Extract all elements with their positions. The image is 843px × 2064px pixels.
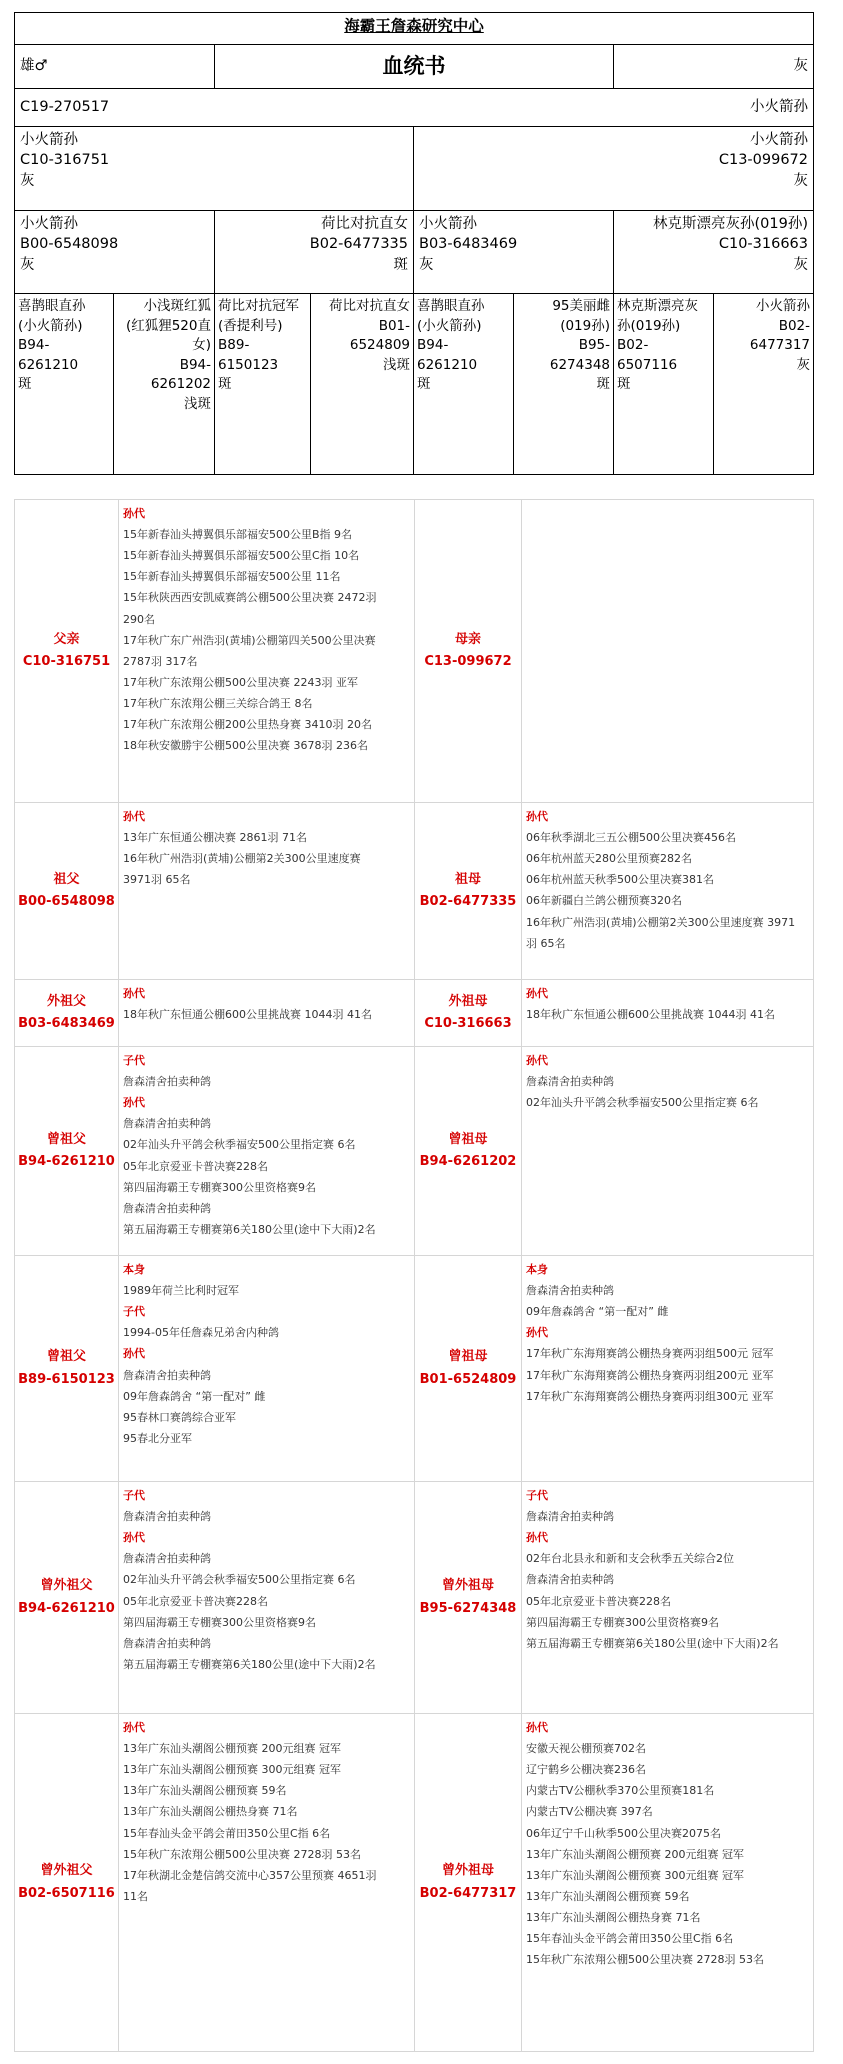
achievement-item: 辽宁鹤乡公棚决赛236名 <box>526 1763 646 1777</box>
relation-label: 外祖父 <box>46 993 86 1009</box>
ring-number: B02-6507116 <box>18 1885 115 1901</box>
achievement-item: 第五届海霸王专棚赛第6关180公里(途中下大雨)2名 <box>123 1657 376 1671</box>
relation-label: 祖母 <box>454 871 481 887</box>
achievement-item: 06年杭州蓝天280公里预赛282名 <box>526 852 692 866</box>
achievement-item: 17年秋广东海翔赛鸽公棚热身赛两羽组300元 亚军 <box>526 1389 774 1403</box>
achievement-list <box>119 980 415 1047</box>
ancestor-label-male <box>15 1256 119 1482</box>
ring-number: C10-316663 <box>424 1016 512 1031</box>
ancestor-label-male <box>15 1714 119 2052</box>
achievement-item: 詹森清舍拍卖种鸽 <box>123 1636 211 1650</box>
ancestor-label-female <box>415 1714 522 2052</box>
grandsire-paternal: 小火箭孙 B00-6548098 灰 <box>15 211 215 294</box>
achievement-item: 2787羽 317名 <box>123 654 198 668</box>
achievement-item: 13年广东汕头潮阁公棚预赛 200元组赛 冠军 <box>123 1742 341 1756</box>
achievement-item: 95春林口赛鸽综合亚军 <box>123 1410 236 1424</box>
achievement-list <box>522 980 814 1047</box>
record-row <box>15 1482 814 1714</box>
record-row <box>15 1047 814 1256</box>
relation-label: 母亲 <box>454 631 481 647</box>
achievement-item: 17年秋湖北金楚信鸽交流中心357公里预赛 4651羽 <box>123 1868 377 1882</box>
achievement-item: 13年广东汕头潮阁公棚热身赛 71名 <box>123 1805 298 1819</box>
achievement-item: 13年广东汕头潮阁公棚预赛 200元组赛 冠军 <box>526 1847 744 1861</box>
achievement-item: 17年秋广东广州浩羽(黄埔)公棚第四关500公里决赛 <box>123 633 376 647</box>
ring-number: B00-6548098 <box>18 894 115 909</box>
achievement-item: 15年新春汕头搏翼俱乐部福安500公里C指 10名 <box>123 549 360 563</box>
achievement-item: 13年广东汕头潮阁公棚热身赛 71名 <box>526 1910 701 1924</box>
achievement-item: 第四届海霸王专棚赛300公里资格赛9名 <box>123 1615 316 1629</box>
achievement-item: 18年秋广东恒通公棚600公里挑战赛 1044羽 41名 <box>526 1008 775 1022</box>
achievement-list <box>119 1256 415 1482</box>
ancestor-label-female <box>415 500 522 803</box>
achievement-item: 06年秋季湖北三五公棚500公里决赛456名 <box>526 831 736 845</box>
achievement-item: 内蒙古TV公棚决赛 397名 <box>526 1805 653 1819</box>
grandsire-maternal: 小火箭孙 B03-6483469 灰 <box>414 211 614 294</box>
achievement-item: 290名 <box>123 612 155 626</box>
generation-heading: 子代 <box>123 1489 145 1502</box>
achievement-item: 内蒙古TV公棚秋季370公里预赛181名 <box>526 1784 715 1798</box>
record-row <box>15 1256 814 1482</box>
generation-heading: 孙代 <box>123 1531 145 1545</box>
ancestor-label-female <box>415 980 522 1047</box>
document-title: 血统书 <box>215 45 614 89</box>
relation-label: 曾外祖父 <box>40 1578 93 1594</box>
achievement-item: 15年秋广东浓翔公棚500公里决赛 2728羽 53名 <box>526 1953 764 1967</box>
achievement-item: 第四届海霸王专棚赛300公里资格赛9名 <box>123 1180 316 1194</box>
relation-label: 曾祖母 <box>448 1349 488 1365</box>
relation-label: 曾外祖母 <box>441 1578 494 1594</box>
g3-cell-7: 林克斯漂亮灰 孙(019孙) B02- 6507116 斑 <box>614 294 714 475</box>
achievement-list <box>522 803 814 980</box>
achievement-item: 第五届海霸王专棚赛第6关180公里(途中下大雨)2名 <box>123 1222 376 1236</box>
generation-heading: 本身 <box>123 1263 145 1276</box>
generation-heading: 孙代 <box>123 987 145 1000</box>
generation-heading: 孙代 <box>526 1531 548 1545</box>
achievement-item: 13年广东汕头潮阁公棚预赛 59名 <box>123 1784 287 1798</box>
achievement-item: 18年秋安徽勝宇公棚500公里决赛 3678羽 236名 <box>123 739 368 753</box>
achievement-item: 17年秋广东海翔赛鸽公棚热身赛两羽组200元 亚军 <box>526 1368 774 1382</box>
achievement-item: 詹森清舍拍卖种鸽 <box>526 1573 614 1587</box>
generation-heading: 子代 <box>123 1305 145 1319</box>
ancestor-label-male <box>15 980 119 1047</box>
relation-label: 曾外祖父 <box>40 1863 93 1879</box>
generation-heading: 本身 <box>526 1263 548 1276</box>
achievement-item: 09年詹森鸽舍 “第一配对” 雌 <box>123 1389 266 1403</box>
race-records-table <box>14 499 814 2052</box>
achievement-item: 詹森清舍拍卖种鸽 <box>526 1510 614 1524</box>
achievement-item: 05年北京爱亚卡普决赛228名 <box>526 1594 671 1608</box>
g3-cell-8: 小火箭孙 B02- 6477317 灰 <box>714 294 814 475</box>
achievement-item: 詹森清舍拍卖种鸽 <box>123 1201 211 1215</box>
achievement-item: 13年广东汕头潮阁公棚预赛 300元组赛 冠军 <box>526 1868 744 1882</box>
achievement-item: 第五届海霸王专棚赛第6关180公里(途中下大雨)2名 <box>526 1636 779 1650</box>
ring-number: C10-316751 <box>22 654 111 669</box>
generation-heading: 孙代 <box>526 1054 548 1067</box>
relation-label: 曾祖父 <box>46 1349 86 1365</box>
achievement-item: 詹森清舍拍卖种鸽 <box>123 1552 211 1566</box>
achievement-list <box>119 803 415 980</box>
achievement-item: 詹森清舍拍卖种鸽 <box>526 1284 614 1298</box>
achievement-list <box>522 1714 814 2052</box>
achievement-item: 17年秋广东浓翔公棚200公里热身赛 3410羽 20名 <box>123 718 372 732</box>
achievement-item: 第四届海霸王专棚赛300公里资格赛9名 <box>526 1615 719 1629</box>
ring-number: B89-6150123 <box>18 1371 115 1387</box>
achievement-item: 詹森清舍拍卖种鸽 <box>123 1368 211 1382</box>
generation-heading: 子代 <box>123 1054 145 1067</box>
achievement-item: 1994-05年任詹森兄弟舍内种鸽 <box>123 1326 279 1340</box>
achievement-item: 02年台北县永和新和支会秋季五关综合2位 <box>526 1552 734 1566</box>
ancestor-label-male <box>15 803 119 980</box>
achievement-item: 17年秋广东海翔赛鸽公棚热身赛两羽组500元 冠军 <box>526 1347 774 1361</box>
achievement-item: 06年辽宁千山秋季500公里决赛2075名 <box>526 1826 721 1840</box>
ring-number: B02-6477335 <box>419 894 517 909</box>
ring-number: B95-6274348 <box>419 1600 517 1616</box>
achievement-item: 13年广东恒通公棚决赛 2861羽 71名 <box>123 831 307 845</box>
achievement-list <box>119 1482 415 1714</box>
achievement-item: 05年北京爱亚卡普决赛228名 <box>123 1594 268 1608</box>
achievement-item: 16年秋广州浩羽(黄埔)公棚第2关300公里速度赛 3971 <box>526 915 796 929</box>
achievement-list <box>522 1256 814 1482</box>
ancestor-label-female <box>415 1047 522 1256</box>
dam-cell: 小火箭孙 C13-099672 灰 <box>414 127 814 211</box>
ring-number: B02-6477317 <box>419 1885 517 1901</box>
sex-label: 雄♂ <box>15 45 215 89</box>
achievement-item: 詹森清舍拍卖种鸽 <box>123 1117 211 1131</box>
ring-number: B01-6524809 <box>419 1371 517 1387</box>
record-row <box>15 500 814 803</box>
achievement-item: 18年秋广东恒通公棚600公里挑战赛 1044羽 41名 <box>123 1008 372 1022</box>
achievement-list <box>119 1047 415 1256</box>
g3-cell-1: 喜鹊眼直孙 (小火箭孙) B94- 6261210 斑 <box>15 294 114 475</box>
achievement-item: 15年秋陕西西安凯威赛鸽公棚500公里决赛 2472羽 <box>123 591 377 605</box>
achievement-item: 13年广东汕头潮阁公棚预赛 59名 <box>526 1889 690 1903</box>
achievement-item: 02年汕头升平鸽会秋季福安500公里指定赛 6名 <box>123 1573 356 1587</box>
generation-heading: 孙代 <box>123 507 145 520</box>
achievement-item: 羽 65名 <box>526 936 566 950</box>
ring-number: C13-099672 <box>424 654 512 669</box>
achievement-item: 15年秋广东浓翔公棚500公里决赛 2728羽 53名 <box>123 1847 361 1861</box>
generation-heading: 子代 <box>526 1489 548 1502</box>
achievement-item: 95春北分亚军 <box>123 1431 192 1445</box>
achievement-item: 16年秋广州浩羽(黄埔)公棚第2关300公里速度赛 <box>123 852 361 866</box>
achievement-item: 06年新疆白兰鸽公棚预赛320名 <box>526 894 682 908</box>
achievement-item: 詹森清舍拍卖种鸽 <box>123 1075 211 1089</box>
ancestor-label-male <box>15 1047 119 1256</box>
record-row <box>15 980 814 1047</box>
achievement-item: 詹森清舍拍卖种鸽 <box>526 1075 614 1089</box>
generation-heading: 孙代 <box>526 1326 548 1340</box>
achievement-list <box>522 1047 814 1256</box>
generation-heading: 孙代 <box>526 1721 548 1734</box>
relation-label: 父亲 <box>53 631 80 647</box>
achievement-list <box>119 1714 415 2052</box>
achievement-item: 13年广东汕头潮阁公棚预赛 300元组赛 冠军 <box>123 1763 341 1777</box>
ring-number: B94-6261210 <box>18 1154 115 1169</box>
g3-cell-5: 喜鹊眼直孙 (小火箭孙) B94- 6261210 斑 <box>414 294 514 475</box>
relation-label: 曾祖母 <box>448 1131 488 1147</box>
record-row <box>15 1714 814 2052</box>
g3-cell-6: 95美丽雌 (019孙) B95- 6274348 斑 <box>514 294 614 475</box>
g3-cell-4: 荷比对抗直女 B01- 6524809 浅斑 <box>311 294 414 475</box>
granddam-maternal: 林克斯漂亮灰孙(019孙) C10-316663 灰 <box>614 211 814 294</box>
bird-color: 灰 <box>614 45 814 89</box>
achievement-item: 15年新春汕头搏翼俱乐部福安500公里 11名 <box>123 570 341 584</box>
achievement-item: 17年秋广东浓翔公棚500公里决赛 2243羽 亚军 <box>123 675 358 689</box>
granddam-paternal: 荷比对抗直女 B02-6477335 斑 <box>215 211 414 294</box>
center-title: 海霸王詹森研究中心 <box>15 13 814 45</box>
achievement-item: 15年春汕头金平鸽会莆田350公里C指 6名 <box>123 1826 331 1840</box>
achievement-item: 1989年荷兰比利时冠军 <box>123 1284 239 1298</box>
ancestor-label-female <box>415 1256 522 1482</box>
relation-label: 曾外祖母 <box>441 1863 494 1879</box>
ring-number: B03-6483469 <box>18 1016 115 1031</box>
bird-name: 小火箭孙 <box>414 89 814 127</box>
achievement-list <box>522 1482 814 1714</box>
achievement-item: 11名 <box>123 1889 148 1903</box>
achievement-item: 15年春汕头金平鸽会莆田350公里C指 6名 <box>526 1932 734 1946</box>
achievement-list <box>522 500 814 803</box>
achievement-item: 詹森清舍拍卖种鸽 <box>123 1510 211 1524</box>
generation-heading: 孙代 <box>123 810 145 823</box>
achievement-item: 09年詹森鸽舍 “第一配对” 雌 <box>526 1305 669 1319</box>
g3-cell-3: 荷比对抗冠军 (香提利号) B89- 6150123 斑 <box>215 294 311 475</box>
ring-number: B94-6261202 <box>419 1154 517 1169</box>
generation-heading: 孙代 <box>123 1096 145 1110</box>
achievement-item: 3971羽 65名 <box>123 873 191 887</box>
achievement-item: 02年汕头升平鸽会秋季福安500公里指定赛 6名 <box>526 1096 759 1110</box>
ring-number: B94-6261210 <box>18 1600 115 1616</box>
achievement-item: 06年杭州蓝天秋季500公里决赛381名 <box>526 873 714 887</box>
achievement-list <box>119 500 415 803</box>
ancestor-label-male <box>15 500 119 803</box>
relation-label: 祖父 <box>53 871 80 887</box>
generation-heading: 孙代 <box>526 987 548 1000</box>
relation-label: 外祖母 <box>448 993 488 1009</box>
achievement-item: 05年北京爱亚卡普决赛228名 <box>123 1159 268 1173</box>
ancestor-label-male <box>15 1482 119 1714</box>
relation-label: 曾祖父 <box>46 1131 86 1147</box>
ring-number: C19-270517 <box>15 89 414 127</box>
generation-heading: 孙代 <box>123 1347 145 1361</box>
achievement-item: 17年秋广东浓翔公棚三关综合鸽王 8名 <box>123 696 313 710</box>
pedigree-table <box>14 12 814 475</box>
ancestor-label-female <box>415 1482 522 1714</box>
record-row <box>15 803 814 980</box>
achievement-item: 02年汕头升平鸽会秋季福安500公里指定赛 6名 <box>123 1138 356 1152</box>
generation-heading: 孙代 <box>526 810 548 823</box>
generation-heading: 孙代 <box>123 1721 145 1734</box>
sire-cell: 小火箭孙 C10-316751 灰 <box>15 127 414 211</box>
ancestor-label-female <box>415 803 522 980</box>
achievement-item: 安徽天视公棚预赛702名 <box>526 1742 646 1756</box>
g3-cell-2: 小浅斑红狐 (红狐狸520直 女) B94- 6261202 浅斑 <box>114 294 215 475</box>
achievement-item: 15年新春汕头搏翼俱乐部福安500公里B指 9名 <box>123 528 353 542</box>
